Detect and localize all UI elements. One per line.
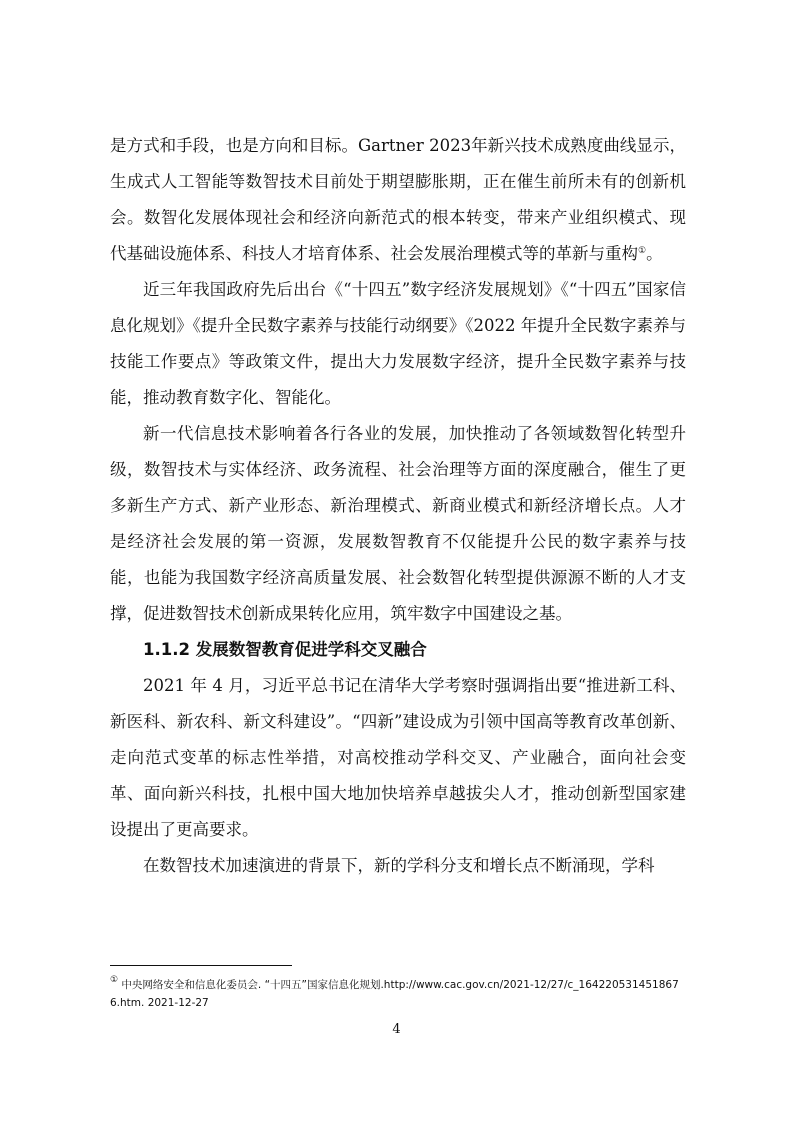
footnote-text: 中央网络安全和信息化委员会. “十四五”国家信息化规划.http://www.cac.gov.cn/2021-12/27/c_1642205314518676.htm. 2021-12-27 [110,979,679,1009]
paragraph: 新一代信息技术影响着各行各业的发展，加快推动了各领域数智化转型升级，数智技术与实体经济、政务流程、社会治理等方面的深度融合，催生了更多新生产方式、新产业形态、新治理模式、新商业模式和新经济增长点。人才是经济社会发展的第一资源，发展数智教育不仅能提升公民的数字素养与技能，也能为我国数字经济高质量发展、社会数智化转型提供源源不断的人才支撑，促进数智技术创新成果转化应用，筑牢数字中国建设之基。 [110,424,686,623]
paragraph-text: 是方式和手段，也是方向和目标。Gartner 2023年新兴技术成熟度曲线显示，生成式人工智能等数智技术目前处于期望膨胀期，正在催生前所未有的创新机会。数智化发展体现社会和经济向新范式的根本转变，带来产业组织模式、现代基础设施体系、科技人才培育体系、社会发展治理模式等的革新与重构 [110,136,686,263]
paragraph [110,128,686,272]
footnote-divider [110,965,292,966]
paragraph: 在数智技术加速演进的背景下，新的学科分支和增长点不断涌现，学科 [143,856,655,875]
footnote-mark: ① [110,975,119,985]
page-number: 4 [392,1022,401,1037]
paragraph: 近三年我国政府先后出台《“十四五”数字经济发展规划》《“十四五”国家信息化规划》《提升全民数字素养与技能行动纲要》《2022 年提升全民数字素养与技能工作要点》等政策文件，提出大力发展数字经济，提升全民数字素养与技能，推动教育数字化、智能化。 [110,280,686,407]
footnote-reference[interactable]: ① [638,246,647,256]
section-heading: 1.1.2 发展数智教育促进学科交叉融合 [143,640,427,659]
footnote [110,976,686,1012]
body-text [110,128,686,884]
paragraph: 2021 年 4 月，习近平总书记在清华大学考察时强调指出要“推进新工科、新医科、新农科、新文科建设”。“四新”建设成为引领中国高等教育改革创新、走向范式变革的标志性举措，对高校推动学科交叉、产业融合，面向社会变革、面向新兴科技，扎根中国大地加快培养卓越拔尖人才，推动创新型国家建设提出了更高要求。 [110,676,686,839]
paragraph-end: 。 [646,244,663,263]
